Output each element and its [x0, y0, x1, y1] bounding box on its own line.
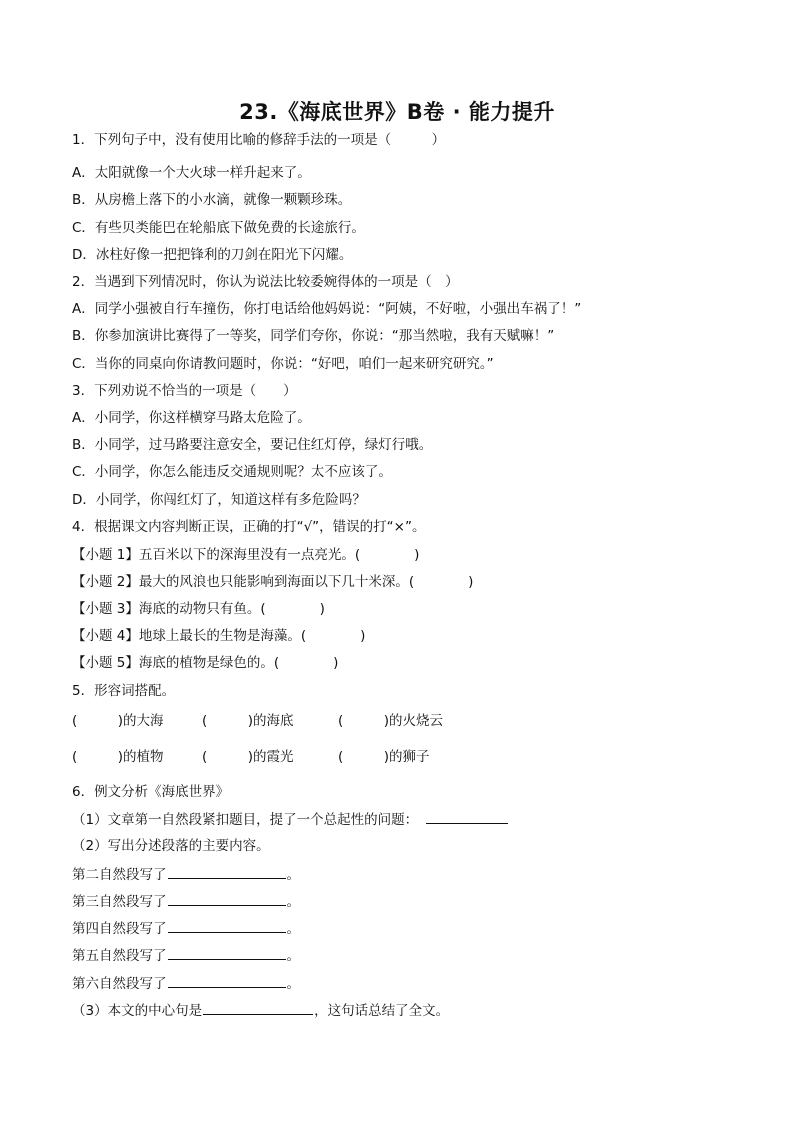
- q6-para-line: [72, 946, 300, 965]
- q1-option-b: B．从房檐上落下的小水滴，就像一颗颗珍珠。: [72, 192, 352, 208]
- answer-blank[interactable]: [168, 919, 286, 933]
- q1-option-a: A．太阳就像一个大火球一样升起来了。: [72, 165, 311, 181]
- q2-option-c: C．当你的同桌向你请教问题时，你说：“好吧，咱们一起来研究研究。”: [72, 356, 494, 372]
- q6-para-end: 。: [286, 921, 300, 937]
- q2-option-b: B．你参加演讲比赛得了一等奖，同学们夸你，你说：“那当然啦，我有天赋嘛！”: [72, 328, 555, 344]
- answer-blank[interactable]: [168, 865, 286, 879]
- q1-option-c: C．有些贝类能巴在轮船底下做免费的长途旅行。: [72, 220, 365, 236]
- q4-stem: 4．根据课文内容判断正误，正确的打“√”，错误的打“×”。: [72, 519, 426, 535]
- q6-para-label: 第二自然段写了: [72, 867, 167, 883]
- q3-option-c: C．小同学，你怎么能违反交通规则呢？太不应该了。: [72, 464, 392, 480]
- q3-option-d: D．小同学，你闯红灯了，知道这样有多危险吗？: [72, 492, 366, 508]
- answer-blank[interactable]: [168, 892, 286, 906]
- page-title: 23.《海底世界》B卷 · 能力提升: [239, 100, 555, 124]
- answer-blank[interactable]: [426, 810, 508, 824]
- q3-option-b: B．小同学，过马路要注意安全，要记住红灯停，绿灯行哦。: [72, 437, 433, 453]
- q6-sub1-text: （1）文章第一自然段紧扣题目，提了一个总起性的问题：: [72, 812, 419, 828]
- q5-stem: 5．形容词搭配。: [72, 683, 176, 699]
- answer-blank[interactable]: [203, 1001, 313, 1015]
- q6-para-label: 第四自然段写了: [72, 921, 167, 937]
- q6-sub1: [72, 810, 509, 829]
- q5-blank: ( )的大海: [72, 713, 164, 729]
- q4-item-1: 【小题 1】五百米以下的深海里没有一点亮光。( ): [72, 547, 420, 563]
- q5-blank: ( )的火烧云: [338, 713, 444, 729]
- q3-option-a: A．小同学，你这样横穿马路太危险了。: [72, 410, 311, 426]
- q4-item-3: 【小题 3】海底的动物只有鱼。( ): [72, 601, 325, 617]
- q6-sub3-pre: （3）本文的中心句是: [72, 1003, 203, 1019]
- q5-blank: ( )的狮子: [338, 749, 430, 765]
- q4-item-2: 【小题 2】最大的风浪也只能影响到海面以下几十米深。( ): [72, 574, 474, 590]
- q6-para-end: 。: [286, 867, 300, 883]
- q5-blank: ( )的霞光: [202, 749, 294, 765]
- q6-para-label: 第六自然段写了: [72, 976, 167, 992]
- q2-option-a: A．同学小强被自行车撞伤，你打电话给他妈妈说：“阿姨，不好啦，小强出车祸了！”: [72, 301, 582, 317]
- q6-para-line: [72, 865, 300, 884]
- q6-para-end: 。: [286, 948, 300, 964]
- q6-para-end: 。: [286, 976, 300, 992]
- q6-sub2: （2）写出分述段落的主要内容。: [72, 838, 270, 854]
- q5-blank: ( )的海底: [202, 713, 294, 729]
- q6-sub3-post: ，这句话总结了全文。: [314, 1003, 450, 1019]
- q4-item-4: 【小题 4】地球上最长的生物是海藻。( ): [72, 628, 366, 644]
- q4-item-5: 【小题 5】海底的植物是绿色的。( ): [72, 655, 339, 671]
- q3-stem: 3．下列劝说不恰当的一项是（ ）: [72, 383, 297, 399]
- q6-stem: 6．例文分析《海底世界》: [72, 784, 230, 800]
- q6-sub3: [72, 1001, 449, 1020]
- q6-para-label: 第五自然段写了: [72, 948, 167, 964]
- q2-stem: 2．当遇到下列情况时，你认为说法比较委婉得体的一项是（ ）: [72, 274, 459, 290]
- q6-para-line: [72, 974, 300, 993]
- q6-para-line: [72, 919, 300, 938]
- q1-stem: 1．下列句子中，没有使用比喻的修辞手法的一项是（ ）: [72, 132, 446, 148]
- q6-para-label: 第三自然段写了: [72, 894, 167, 910]
- answer-blank[interactable]: [168, 974, 286, 988]
- q6-para-end: 。: [286, 894, 300, 910]
- q6-para-line: [72, 892, 300, 911]
- answer-blank[interactable]: [168, 946, 286, 960]
- q1-option-d: D．冰柱好像一把把锋利的刀剑在阳光下闪耀。: [72, 247, 353, 263]
- q5-blank: ( )的植物: [72, 749, 164, 765]
